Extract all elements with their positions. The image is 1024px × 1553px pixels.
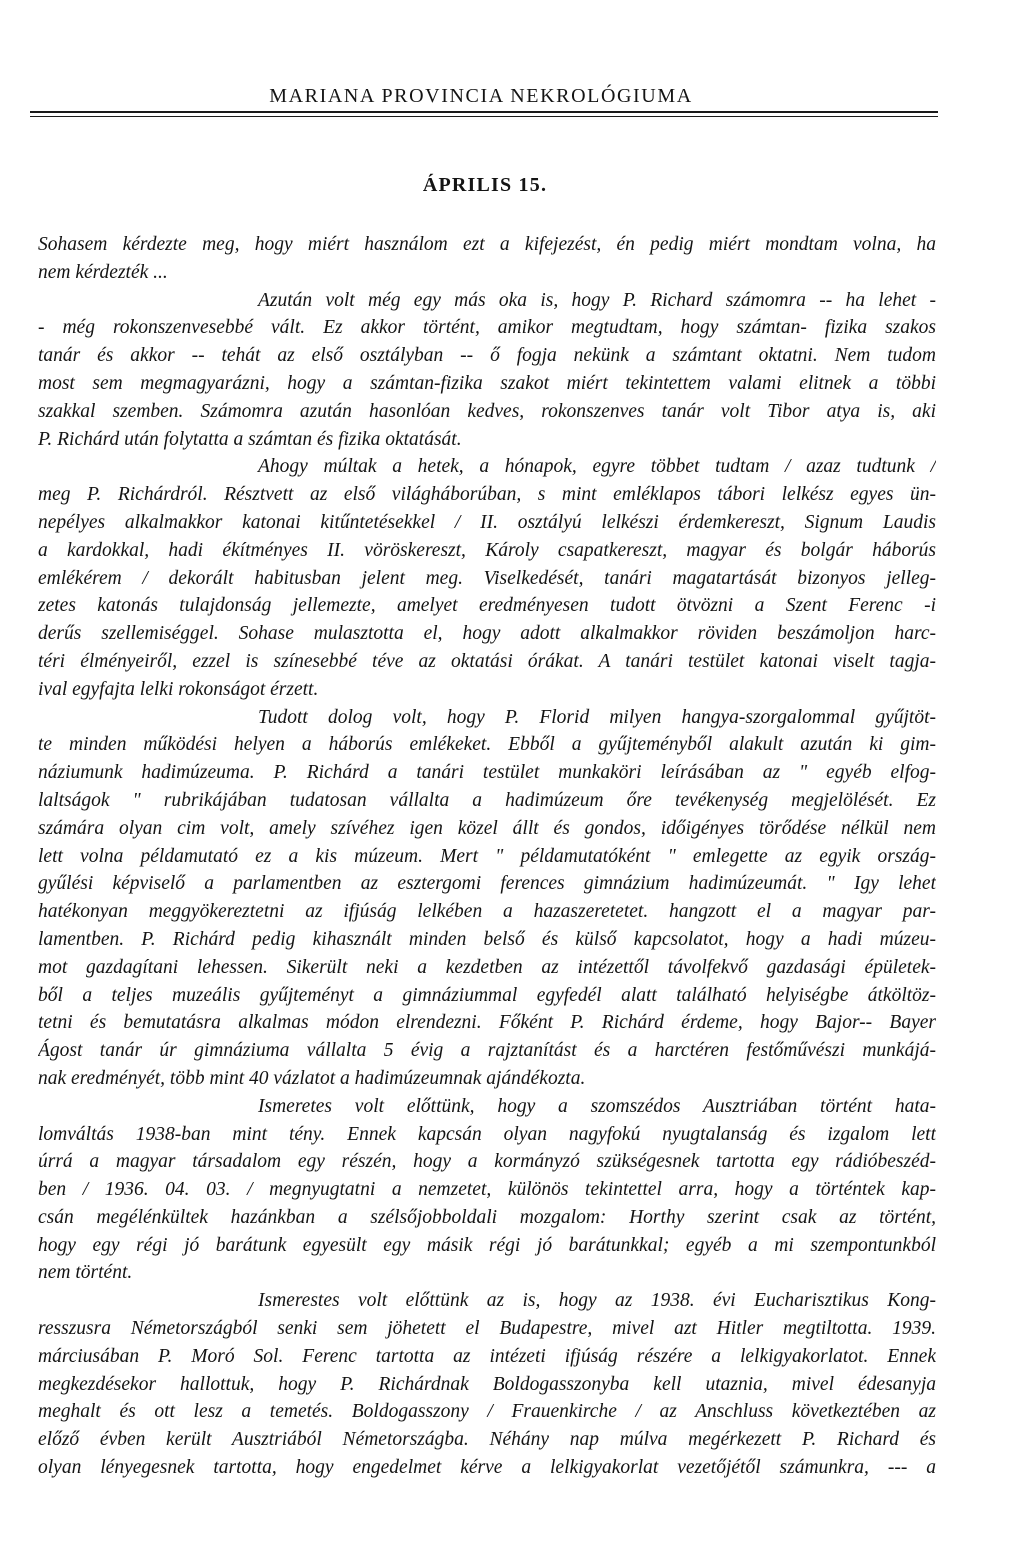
text-line: zetes katonás tulajdonság jellemezte, amelyet eredményesen tudott ötvözni a Szent Ferenc -i xyxy=(38,595,936,617)
text-line: Ismeretes volt előttünk, hogy a szomszédos Ausztriában történt hata- xyxy=(258,1095,936,1117)
text-line: lomváltás 1938-ban mint tény. Ennek kapcsán olyan nagyfokú nyugtalanság és izgalom lett xyxy=(38,1123,936,1145)
text-line: a kardokkal, hadi ékítményes II. vöröskereszt, Károly csapatkereszt, magyar és bolgár háborús xyxy=(38,539,936,561)
page-header-title: MARIANA PROVINCIA NEKROLÓGIUMA xyxy=(269,85,693,107)
header-double-rule xyxy=(30,111,938,117)
text-line: nem történt. xyxy=(38,1262,133,1284)
text-line: olyan lényegesnek tartotta, hogy engedelmet kérve a lelkigyakorlat vezetőjétől számunkra, --- a xyxy=(38,1457,936,1479)
text-line: ben / 1936. 04. 03. / megnyugtatni a nemzetet, különös tekintettel arra, hogy a történtek kap- xyxy=(38,1179,936,1201)
text-line: derűs szellemiséggel. Sohase mulasztotta el, hogy adott alkalmakkor röviden beszámoljon harc- xyxy=(38,623,936,645)
text-line: márciusában P. Moró Sol. Ferenc tartotta az intézeti ifjúság részére a lelkigyakorlatot. Ennek xyxy=(38,1345,936,1367)
text-line: meg P. Richárdról. Résztvett az első világháborúban, s mint emléklapos tábori lelkész egyes ün- xyxy=(38,484,936,506)
text-line: előző évben került Ausztriából Németországba. Néhány nap múlva megérkezett P. Richard és xyxy=(38,1429,936,1451)
text-line: megkezdésekor hallottuk, hogy P. Richárdnak Boldogasszonyba kell utaznia, mivel édesanyja xyxy=(38,1373,936,1395)
body-text xyxy=(38,231,936,1482)
text-line: Ágost tanár úr gimnáziuma vállalta 5 évig a rajztanítást és a harctéren festőművészi munkájá- xyxy=(38,1040,936,1062)
text-line: úrrá a magyar társadalom egy részén, hogy a kormányzó szükségesnek tartotta egy rádióbeszéd- xyxy=(38,1151,936,1173)
text-line: Sohasem kérdezte meg, hogy miért használom ezt a kifejezést, én pedig miért mondtam volna, ha xyxy=(38,234,936,255)
text-line: hogy egy régi jó barátunk egyesült egy másik régi jó barátunkkal; egyéb a mi szempontunkból xyxy=(38,1234,936,1256)
text-line: P. Richárd után folytatta a számtan és fizika oktatását. xyxy=(38,428,462,450)
text-line: lett volna példamutató ez a kis múzeum. Mert " példamutatóként " emlegette az egyik ország- xyxy=(38,845,936,867)
text-line: szakkal szemben. Számomra azután hasonlóan kedves, rokonszenves tanár volt Tibor atya is, aki xyxy=(38,400,936,422)
text-line: számára olyan cim volt, amely szívéhez igen közel állt és gondos, időigényes törődése nélkül nem xyxy=(38,817,936,839)
text-line: laltságok " rubrikájában tudatosan vállalta a hadimúzeum őre tevékenység megjelölését. Ez xyxy=(38,789,936,811)
text-line: Ahogy múltak a hetek, a hónapok, egyre többet tudtam / azaz tudtunk / xyxy=(258,456,936,478)
text-line: gyűlési képviselő a parlamentben az esztergomi ferences gimnázium hadimúzeumát. " Igy lehet xyxy=(38,873,936,895)
text-line: tanár és akkor -- tehát az első osztályban -- ő fogja nekünk a számtant oktatni. Nem tudom xyxy=(38,345,936,367)
text-line: lamentben. P. Richárd pedig kihasznált minden belső és külső kapcsolatot, hogy a hadi múzeu- xyxy=(38,928,936,950)
text-line: emlékérem / dekorált habitusban jelent meg. Viselkedését, tanári magatartását bizonyos jelleg- xyxy=(38,567,936,589)
text-line: te minden működési helyen a háborús emlékeket. Ebből a gyűjteményből alakult azután ki gim- xyxy=(38,734,936,756)
text-line: mot gazdagítani lehessen. Sikerült neki a kezdetben az intézettől távolfekvő gazdasági épületek- xyxy=(38,956,936,978)
text-line: náziumunk hadimúzeuma. P. Richárd a tanári testület munkaköri leírásában az " egyéb elfog- xyxy=(38,762,936,784)
text-line: Ismerestes volt előttünk az is, hogy az 1938. évi Eucharisztikus Kong- xyxy=(258,1290,936,1312)
text-line: most sem megmagyarázni, hogy a számtan-fizika szakot miért tekintettem valami elitnek a többi xyxy=(38,372,936,394)
text-line: nepélyes alkalmakkor katonai kitűntetésekkel / II. osztályú lelkészi érdemkereszt, Signum Laudis xyxy=(38,511,936,533)
text-line: Tudott dolog volt, hogy P. Florid milyen hangya-szorgalommal gyűjtöt- xyxy=(258,706,936,728)
text-line: nem kérdezték ... xyxy=(38,261,168,283)
text-line: nak eredményét, több mint 40 vázlatot a hadimúzeumnak ajándékozta. xyxy=(38,1067,586,1089)
text-line: - még rokonszenvesebbé vált. Ez akkor történt, amikor megtudtam, hogy számtan- fizika szakos xyxy=(38,317,936,339)
text-line: Azután volt még egy más oka is, hogy P. Richard számomra -- ha lehet - xyxy=(258,289,936,311)
text-line: csán megélénkültek hazánkban a szélsőjobboldali mozgalom: Horthy szerint csak az történt, xyxy=(38,1206,936,1228)
text-line: ből a teljes muzeális gyűjteményt a gimnáziummal egyfedél alatt található helyiségbe átköltöz- xyxy=(38,984,936,1006)
text-line: tetni és bemutatásra alkalmas módon elrendezni. Főként P. Richárd érdeme, hogy Bajor-- Bayer xyxy=(38,1012,936,1034)
text-line: ival egyfajta lelki rokonságot érzett. xyxy=(38,678,319,700)
text-line: meghalt és ott lesz a temetés. Boldogasszony / Frauenkirche / az Anschluss következtében az xyxy=(38,1401,936,1423)
date-heading: ÁPRILIS 15. xyxy=(422,174,548,196)
text-line: téri élményeiről, ezzel is színesebbé téve az oktatási órákat. A tanári testület katonai viselt tagja- xyxy=(38,650,936,672)
text-line: resszusra Németországból senki sem jöhetett el Budapestre, mivel azt Hitler megtiltotta. 1939. xyxy=(38,1318,936,1340)
text-line: hatékonyan meggyökereztetni az ifjúság lelkében a hazaszeretetet. hangzott el a magyar par- xyxy=(38,901,936,923)
